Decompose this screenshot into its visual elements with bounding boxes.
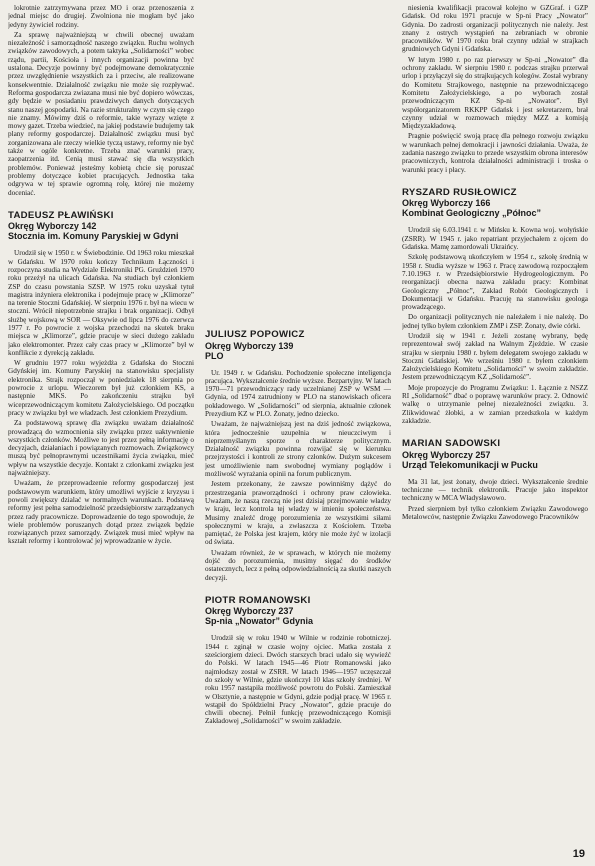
candidate-paragraph: Uważam, że przeprowadzenie reformy gospodarczej jest podstawowym warunkiem, który umożliwi wyjście z kryzysu i powoli zwiększy dzialać w normalnych warunkach. Podstawą reformy jest pełna samodzielność przedsiębiorstw zarządzanych przez rady pracownicze. Doprowadzenie do tego spowoduje, że wiele problemów poruszanych dotąd przez związek będzie rozwiązanych przez samorządy. Związek musi mieć wpływ na kształt reformy i kontrolować jej wprowadzanie w życie. [8, 479, 194, 546]
candidate-paragraph: Ma 31 lat, jest żonaty, dwoje dzieci. Wykształcenie średnie techniczne — technik elektronik. Pracuje jako inspektor techniczny w MCA Władysławowo. [402, 477, 588, 503]
candidate-paragraph: Moje propozycje do Programu Związku: 1. Łącznie z NSZZ RI „Solidarność” dbać o poprawę warunków pracy. 2. Odnowić walkę o utrzymanie pełnej niezależności związku. 3. Zlikwidować żłobki, a w zamian przedszkola w każdym zakładzie. [402, 383, 588, 425]
column-2 [205, 4, 391, 842]
candidate-name: MARIAN SADOWSKI [402, 438, 501, 450]
candidate-header [402, 188, 588, 219]
candidate-paragraph: Do organizacji politycznych nie należałem i nie należę. Do jednej tylko byłem członkiem ZMP i ZSP. Żonaty, dwie córki. [402, 313, 588, 330]
candidate-bio [205, 330, 391, 582]
candidate-district: Okręg Wyborczy 139 [205, 340, 294, 351]
intro-paragraph: Za sprawę najważniejszą w chwili obecnej uważam niezależność i samorządność naszego związku. Ruchu wolnych związków zawodowych, a potem taktyka „Solidarności” wobec rządu, partii, Kościoła i innych organizacji powinna być ustalona. Decyzje powinny być podejmowane demokratycznie przez uwzględnienie wszystkich za i przeciw, ale realizowane konsekwentnie. Działalność związku nie może się rozpływać. Reforma gospodarcza zwiazana musi nie być dopiero wówczas, gdy będzie w posiadaniu prawdziwych danych dotyczących stanu naszej gospodarki. Na razie strukturalny w czym się czego nie znamy. Mówimy dziś o reformie, takie wyrazy wzięte z mowy gazet. Trzeba wiedzieć, na jakiej podstawie budujemy tak plany reformy gospodarczej. Działalność związku musi być zorganizowana ale rzeczy wielkie tyczą ustawy, reformy nie być także w ogóle konkretne. Trzeba znać warunki pracy, zaopatrzenia itd. Cenią musi stawać się dla wszystkich problemów. Ponieważ jesteśmy kobietą chcie się poruszać problemy dotyczące kobiet pracujących. Jednostka taka odgrywa w tej sprawie ogromną rolę, której nie możemy doceniać. [8, 30, 194, 197]
candidate-paragraph: W grudniu 1977 roku wyjeżdża z Gdańska do Stoczni Gdyńskiej im. Komuny Paryskiej na stanowisku specjalisty elektronika. Strajk rozpoczął w poniedziałek 18 sierpnia po powrocie z urlopu. Wieczorem był już członkiem KS, a następnie MKS. Po zakończeniu strajku był wiceprzewodniczącym komitetu Założycielskiego. Od początku pracy w związku był we władzach. Jest członkiem Prezydium. [8, 359, 194, 417]
intro-paragraph: lokrotnie zatrzymywana przez MO i oraz przenoszenia z jednal miejsc do drugiej. Zwolniona nie mogłam być jako jedyny żywiciel rodziny. [8, 4, 194, 29]
candidate-workplace: Urząd Telekomunikacji w Pucku [402, 459, 538, 470]
candidate-bio [205, 596, 391, 726]
candidate-workplace: Sp-nia „Nowator” Gdynia [205, 616, 314, 627]
candidate-workplace: Stocznia im. Komuny Paryskiej w Gdyni [8, 231, 179, 242]
column-1 [8, 4, 194, 842]
candidate-workplace: Kombinat Geologiczny „Północ” [402, 208, 542, 219]
candidate-district: Okręg Wyborczy 166 [402, 198, 491, 209]
candidate-paragraph: Szkołę podstawową ukończyłem w 1954 r., szkołę średnią w 1958 r. Studia wyższe w 1963 r. Pracę zawodową rozpocząłem 7.10.1963 r. w Przedsiębiorstwie Hydrogeologicznym. Po reorganizacji obecna nazwa zakładu pracy: Kombinat Geologiczny „Północ”, Zakład Robót Geologicznych i Dokumentacji w Gdańsku. Pracuję na stanowisku geologa prowadzącego. [402, 253, 588, 312]
candidate-name: PIOTR ROMANOWSKI [205, 594, 311, 606]
candidate-name: TADEUSZ PŁAWIŃSKI [8, 209, 114, 221]
candidate-paragraph: Ur. 1949 r. w Gdańsku. Pochodzenie społeczne inteligencja pracująca. Wykształcenie średnie wyższe. Bezpartyjny. W latach 1970—71 przewodniczący rady uczelnianej ZSP w WSM — Gdynia, od 1974 zatrudniony w PLO na stanowiskach oficera pokładowego. W „Solidarności” od sierpnia, aktualnie członek Prezydium KZ w PLO. Żonaty, jedno dziecko. [205, 368, 391, 418]
page-number: 19 [572, 848, 585, 860]
candidate-district: Okręg Wyborczy 237 [205, 606, 294, 617]
candidate-paragraph: Urodził się w 1941 r. Jeżeli zostanę wybrany, będę reprezentował swój zakład na Walnym Zjeździe. W czasie strajku w sierpniu 1980 r. byłem delegatem swojego zakładu w Stoczni Gdańskiej. We wrześniu 1980 r. byłem członkiem Założycielskiego Komitetu „Solidarności” w swoim zakładzie. Jestem przewodniczącym KZ „Solidarność”. [402, 332, 588, 382]
candidate-name: JULIUSZ POPOWICZ [205, 329, 305, 340]
candidate-district: Okręg Wyborczy 142 [8, 221, 97, 232]
candidate-paragraph: Jestem przekonany, że zawsze powinniśmy dążyć do przestrzegania praworządności i ochrony praw człowieka. Uważam, że naszą rzeczą nie jest dzisiaj przejmowanie władzy w kraju, lecz kontrola tej władzy w imieniu społeczeństwa. Musimy znaleźć drogę porozumienia ze wszystkimi siłami społecznymi w kraju, a zwłaszcza z Kościołem. Trzeba pamiętać, że Polska jest krajem, który nie może żyć w izolacji od świata. [205, 480, 391, 547]
continuation-paragraph: niesienia kwalifikacji pracował kolejno w GZGraf. i GZP Gdańsk. Od roku 1971 pracuje w Sp-ni Pracy „Nowator” Gdynia. Do zadrosti organizacji politycznych nie należy. Jest znany z ostrych wystąpień na zebraniach w obronie pracowników. W 1970 roku brał czynny udział w strajkach grudniowych Gdyni i Gdańska. [402, 4, 588, 54]
candidate-paragraph: Urodził się 6.03.1941 r. w Mińsku k. Kowna woj. wołyńskie (ZSRR). W 1945 r. jako repatriant przyjechałem z ojcem do Gdańska. Mamę zamordowali Ukraińcy. [402, 226, 588, 252]
candidate-workplace: PLO [205, 350, 224, 361]
candidate-bio [8, 211, 194, 546]
candidate-bio [402, 188, 588, 425]
candidate-paragraph: Urodził się w 1950 r. w Świebodzinie. Od 1963 roku mieszkał w Gdańsku. W 1970 roku kończy Technikum Łączności i rozpoczyna studia na Wydziale Elektroniki PG. Gruździeń 1970 roku przeżył na ulicach Gdańska. Na studiach był członkiem ZSP do czasu powstania SZSP. W 1975 roku uzyskał tytuł magistra inżyniera elektronika i podejmuje pracę w „Klimorze” na terenie Stoczni Gdańskiej. W sierpniu 1976 r. był na wiecu w stoczni. Wrócił niepotrzebnie strajku i brak organizacji. Odbył służbę wojskową w SOR — Oksywie od lipca 1976 do czerwca 1977 r. Po powrocie z wojska przechodzi na skutek braku miejsca w „Klimorze”, gdzie pracuje w sieci dużego zakładu jako elektromonter. Przez cały czas pracy w „Klimorze” był w konflikcie z dyrekcją zakładu. [8, 249, 194, 357]
candidate-paragraph: Przed sierpniem był tylko członkiem Związku Zawodowego Metalowców, następnie Związku Zawodowego Pracowników [402, 504, 588, 521]
candidate-paragraph: Uważam również, że w sprawach, w których nie możemy dojść do porozumienia, musimy sięgać do środków ostatecznych, lecz z pełną odpowiedzialnością za skutki naszych decyzji. [205, 548, 391, 582]
candidate-header [8, 211, 194, 242]
candidate-header [205, 330, 391, 361]
candidate-header [402, 439, 588, 470]
candidate-header [205, 596, 391, 627]
candidate-paragraph: Urodził się w roku 1940 w Wilnie w rodzinie robotniczej. 1944 r. zginął w czasie wojny ojciec. Matka została z sześciorgiem dzieci. Dwóch starszych braci udało się wywieźć do Polski. W latach 1945—46 Piotr Romanowski jako najmłodszy został w ZSRR. W latach 1946—1957 uczęszczał do szkoły w Wilnie, gdzie ukończył 10 klas szkoły średniej. W roku 1957 nastąpiła możliwość powrotu do Polski. Zamieszkał w Olsztynie, a następnie w Gdyni, gdzie podjął pracę. W 1965 r. wstąpił do Spółdzielni Pracy „Nowator”, gdzie pracuje do chwili obecnej. Pełnił funkcję przewodniczącego Komisji Zakładowej „Solidarności” w swoim zakładzie. [205, 634, 391, 726]
continuation-paragraph: W lutym 1980 r. po raz pierwszy w Sp-ni „Nowator” dla ochrony zakładu. W sierpniu 1980 r. podczas strajku przerwał urlop i przyłączył się do strajkujących kolegów. Został wybrany do Komitetu Strajkowego, następnie na przewodniczącego Komitetu Założycielskiego, a po wyborach został przewodniczącym KZ Sp-ni „Nowator”. Był współorganizatorem RKKPP Gdańsk i jest sekretarzem, brał czynny udział w rozmowach między MZZ a komisją Międzyzakładową. [402, 55, 588, 131]
continuation-paragraph: Pragnie poświęcić swoją pracę dla pełnego rozwoju związku w warunkach pełnej demokracji i jawności działania. Uważa, że zadania naszego związku to przede wszystkim obrona interesów pracowniczych, kontrola działalności administracji i troska o warunki pracy i płacy. [402, 132, 588, 174]
candidate-district: Okręg Wyborczy 257 [402, 449, 491, 460]
candidate-paragraph: Uważam, że najważniejszą jest na dziś jedność związkowa, która jednocześnie uzupełnia w nieuczciwym i nieprzemyślanym sporze o charakterze politycznym. Działalność związku powinna rozwijać się w kierunku przejrzystości i kontroli ze strony członków. Dużym sukcesem jest umożliwienie nam swobodnej wymiany poglądów i możliwość wyrażania opinii na forum publicznym. [205, 420, 391, 479]
candidate-bio [402, 439, 588, 521]
column-3 [402, 4, 588, 842]
candidate-paragraph: Za podstawową sprawę dla związku uważam działalność prowadzącą do wzmocnienia siły związku przez uaktywnienie wszystkich członków. Możliwe to jest przez pełną informację o decyzjach, działaniach i powiązanych rozmowach. Związkowcy muszą być pełnoprawnymi uczestnikami życia związku, mieć wpływ na wszystkie decyzje. Kontakt z członkami związku jest najważniejszy. [8, 419, 194, 478]
candidate-name: RYSZARD RUSIŁOWICZ [402, 186, 517, 198]
